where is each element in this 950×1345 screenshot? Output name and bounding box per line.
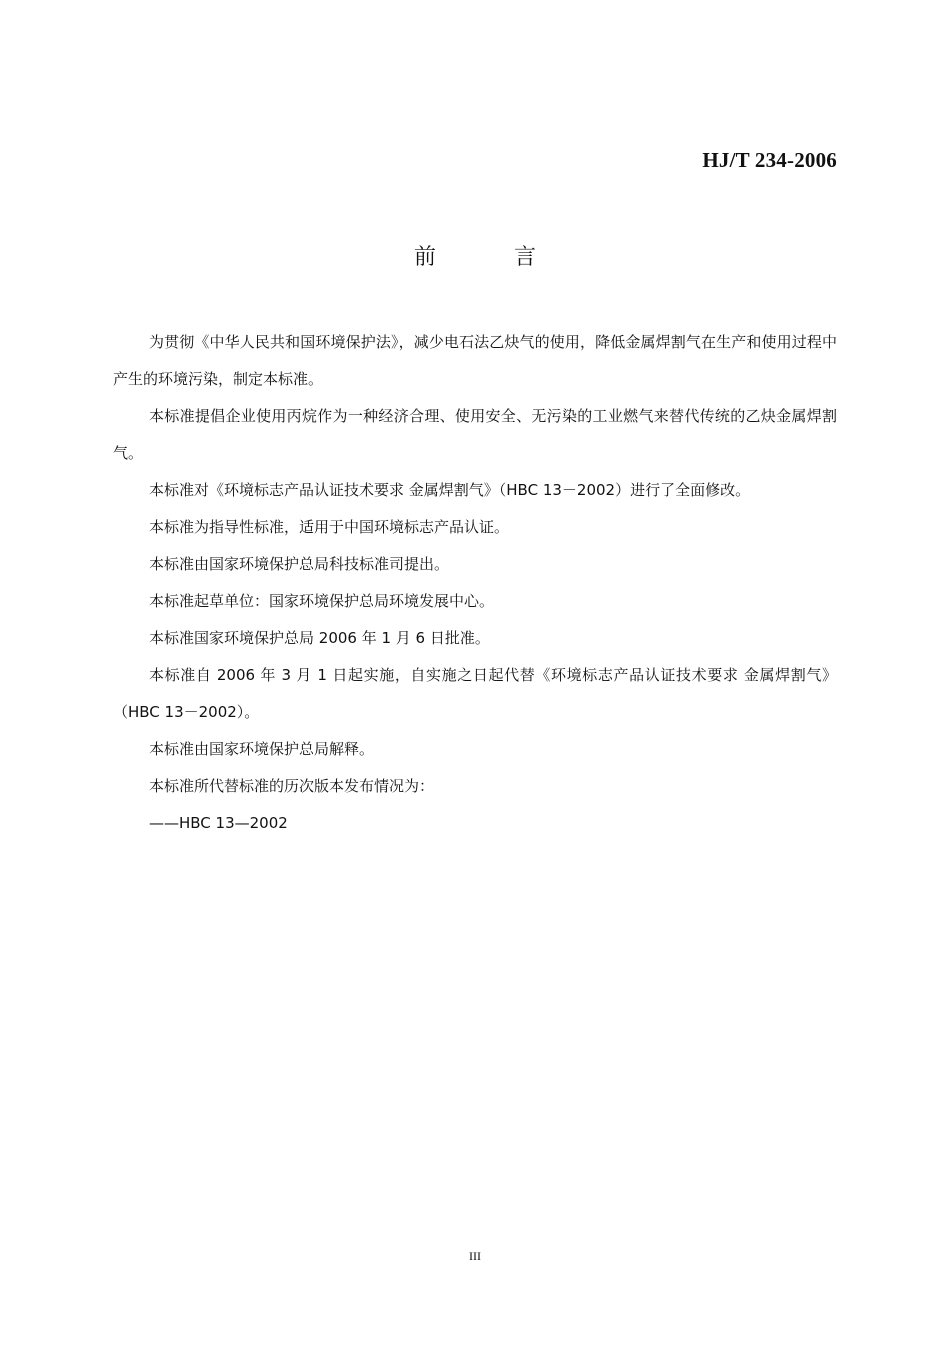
- paragraph-revision: 本标准对《环境标志产品认证技术要求 金属焊割气》（HBC 13－2002）进行了全面修改。: [149, 481, 751, 499]
- paragraph-history-item: ——HBC 13—2002: [149, 814, 288, 832]
- paragraph-effective: 本标准自 2006 年 3 月 1 日起实施，自实施之日起代替《环境标志产品认证技术要求 金属焊割气》（HBC 13－2002）。: [113, 666, 837, 721]
- paragraph-approval: 本标准国家环境保护总局 2006 年 1 月 6 日批准。: [149, 629, 490, 647]
- paragraph-history-intro: 本标准所代替标准的历次版本发布情况为：: [149, 777, 435, 795]
- page-number: III: [469, 1249, 481, 1263]
- paragraph-interpretation: 本标准由国家环境保护总局解释。: [149, 740, 375, 758]
- paragraph-propane: 本标准提倡企业使用丙烷作为一种经济合理、使用安全、无污染的工业燃气来替代传统的乙炔金属焊割气。: [113, 407, 837, 462]
- paragraph-drafter: 本标准起草单位：国家环境保护总局环境发展中心。: [149, 592, 495, 610]
- paragraph-purpose: 为贯彻《中华人民共和国环境保护法》，减少电石法乙炔气的使用，降低金属焊割气在生产和使用过程中产生的环境污染，制定本标准。: [113, 333, 837, 388]
- paragraph-proposer: 本标准由国家环境保护总局科技标准司提出。: [149, 555, 450, 573]
- preface-body: [113, 324, 837, 842]
- paragraph-scope: 本标准为指导性标准，适用于中国环境标志产品认证。: [149, 518, 510, 536]
- page-title: 前 言: [413, 245, 564, 270]
- standard-code: HJ/T 234-2006: [702, 148, 837, 172]
